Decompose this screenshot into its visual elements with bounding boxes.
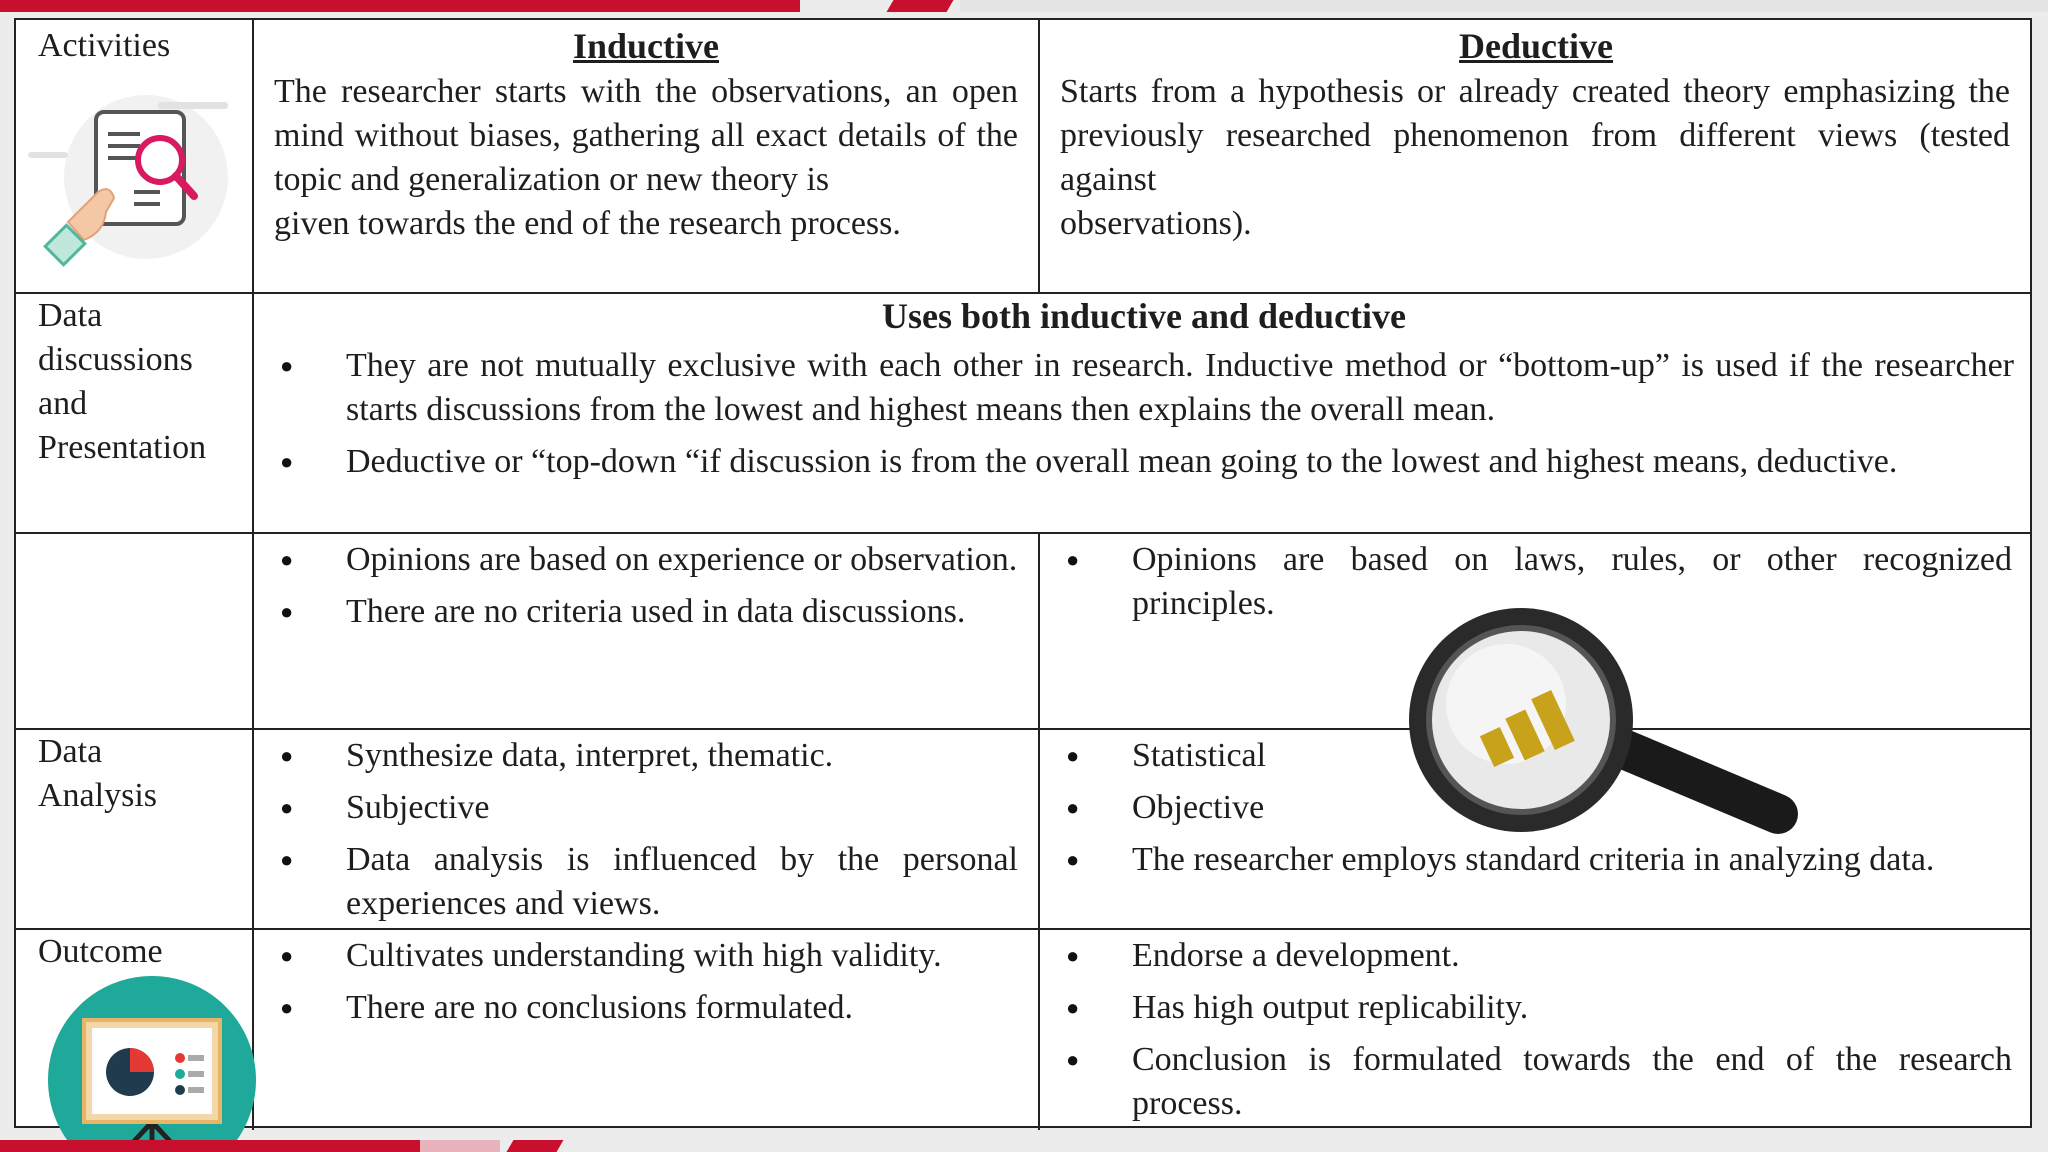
list-item: ● Cultivates understanding with high validity. <box>274 934 1018 978</box>
discussion-label-line: Data <box>38 297 103 334</box>
analysis-label-line: Data <box>38 733 103 770</box>
magnifier-chart-icon <box>1406 600 1826 860</box>
analysis-label <box>38 730 258 818</box>
list-item: ● Data analysis is influenced by the personal experiences and views. <box>274 838 1018 926</box>
inductive-description-line: The researcher starts with the observations, an open mind without biases, gathering all exact details of the topic and generalization or new theory is <box>274 73 1018 198</box>
comparison-table <box>14 18 2032 1128</box>
outcome-label: Outcome <box>38 933 163 970</box>
list-item: ● Statistical <box>1060 734 2012 778</box>
discussion-label-line: and <box>38 385 88 422</box>
row-divider <box>16 532 2030 534</box>
discussion-label-line: Presentation <box>38 429 207 466</box>
activities-label: Activities <box>38 27 171 64</box>
list-item: ● Synthesize data, interpret, thematic. <box>274 734 1018 778</box>
list-item: ● The researcher employs standard criteria in analyzing data. <box>1060 838 2012 882</box>
deductive-title: Deductive <box>1459 26 1613 66</box>
analysis-label-line: Analysis <box>38 777 157 814</box>
top-accent-stripe <box>887 0 954 12</box>
list-item: ● Subjective <box>274 786 1018 830</box>
document-search-icon <box>28 72 258 282</box>
inductive-opinions <box>274 538 1018 642</box>
discussion-bullets <box>274 344 2014 492</box>
deductive-description-line: Starts from a hypothesis or already created theory emphasizing the previously researched phenomenon from different views (tested against <box>1060 73 2010 198</box>
deductive-outcome <box>1060 934 2012 1134</box>
inductive-title: Inductive <box>572 26 720 66</box>
discussion-label-line: discussions <box>38 341 193 378</box>
deductive-description-line: observations). <box>1060 205 1252 242</box>
discussion-heading: Uses both inductive and deductive <box>881 296 1407 336</box>
inductive-description-line: given towards the end of the research process. <box>274 205 901 242</box>
column-divider <box>1038 532 1040 1130</box>
list-item: ● Has high output replicability. <box>1060 986 2012 1030</box>
inductive-analysis <box>274 734 1018 934</box>
list-item: ● Opinions are based on experience or observation. <box>274 538 1018 582</box>
bottom-accent-bar <box>0 1140 420 1152</box>
list-item: ● Opinions are based on laws, rules, or other recognized principles. <box>1060 538 2012 626</box>
top-grey-bar <box>960 0 2048 12</box>
list-item: ● There are no conclusions formulated. <box>274 986 1018 1030</box>
bottom-accent-stripe <box>507 1140 564 1152</box>
deductive-description <box>1060 70 2010 246</box>
list-item: ● Objective <box>1060 786 2012 830</box>
inductive-outcome <box>274 934 1018 1038</box>
presentation-board-icon <box>44 972 260 1152</box>
list-item: ● Conclusion is formulated towards the end of the research process. <box>1060 1038 2012 1126</box>
list-item: ● Deductive or “top-down “if discussion is from the overall mean going to the lowest and highest means, deductive. <box>274 440 2014 484</box>
top-accent-bar <box>0 0 800 12</box>
list-item: ● Endorse a development. <box>1060 934 2012 978</box>
list-item: ● There are no criteria used in data discussions. <box>274 590 1018 634</box>
bottom-accent-pink <box>420 1140 500 1152</box>
inductive-description <box>274 70 1018 246</box>
discussion-label <box>38 294 258 470</box>
list-item: ● They are not mutually exclusive with each other in research. Inductive method or “bottom-up” is used if the researcher starts discussions from the lowest and highest means then explains the overall mean. <box>274 344 2014 432</box>
